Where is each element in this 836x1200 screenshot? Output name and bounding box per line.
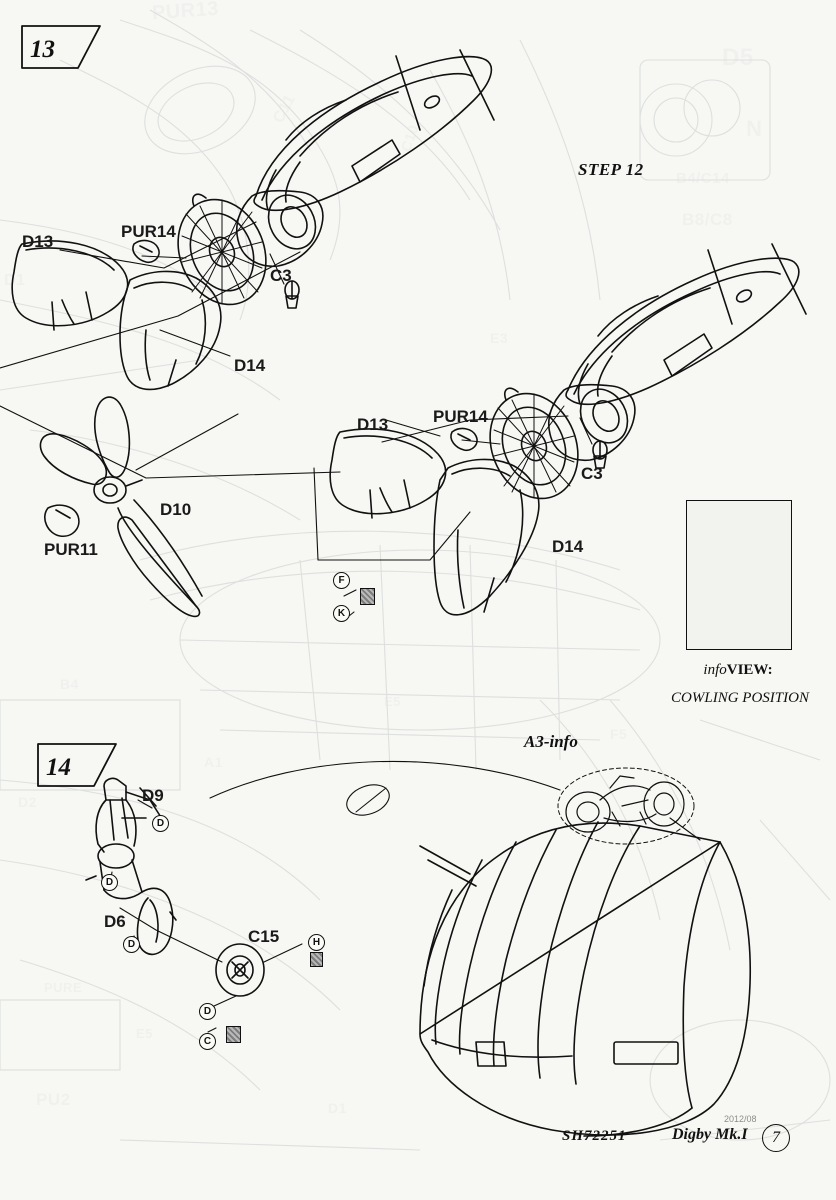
part-label-d13-left: D13: [22, 232, 54, 251]
part-label-d14-left: D14: [234, 356, 266, 375]
paint-marker-h: H: [308, 934, 325, 951]
part-label-pur11: PUR11: [44, 540, 98, 559]
part-label-d6: D6: [104, 912, 126, 931]
step-12-caption: STEP 12: [578, 160, 644, 179]
a3-info-label: A3-info: [524, 732, 578, 751]
infoview-subtitle: COWLING POSITION: [671, 690, 809, 706]
infoview-title: [658, 662, 818, 679]
paint-marker-d-4: D: [199, 1003, 216, 1020]
step-number-13: 13: [30, 36, 55, 63]
paint-marker-c: C: [199, 1033, 216, 1050]
part-label-c3-left: C3: [270, 266, 292, 285]
paint-marker-k: K: [333, 605, 350, 622]
part-label-d14-right: D14: [552, 537, 584, 556]
paint-marker-d-3: D: [123, 936, 140, 953]
step-number-14: 14: [46, 754, 71, 781]
kit-number: SH72251: [562, 1128, 627, 1144]
part-label-pur14-right: PUR14: [433, 407, 488, 426]
model-name: Digby Mk.I: [672, 1126, 748, 1143]
part-label-pur14-left: PUR14: [121, 222, 176, 241]
paint-marker-d-1: D: [152, 815, 169, 832]
infoview-title-suffix: VIEW:: [726, 662, 773, 678]
paint-chip-swatch: [360, 588, 375, 605]
part-label-d9: D9: [142, 786, 164, 805]
paint-marker-f: F: [333, 572, 350, 589]
part-label-c3-right: C3: [581, 464, 603, 483]
part-label-d13-right: D13: [357, 415, 389, 434]
paint-chip-swatch-3: [310, 952, 323, 967]
paint-chip-swatch-2: [226, 1026, 241, 1043]
part-label-c15: C15: [248, 927, 280, 946]
infoview-frame: [686, 500, 792, 650]
part-label-d10: D10: [160, 500, 192, 519]
paint-marker-d-2: D: [101, 874, 118, 891]
print-date: 2012/08: [724, 1114, 757, 1124]
infoview-title-prefix: info: [703, 662, 727, 678]
page-number: 7: [762, 1124, 790, 1152]
